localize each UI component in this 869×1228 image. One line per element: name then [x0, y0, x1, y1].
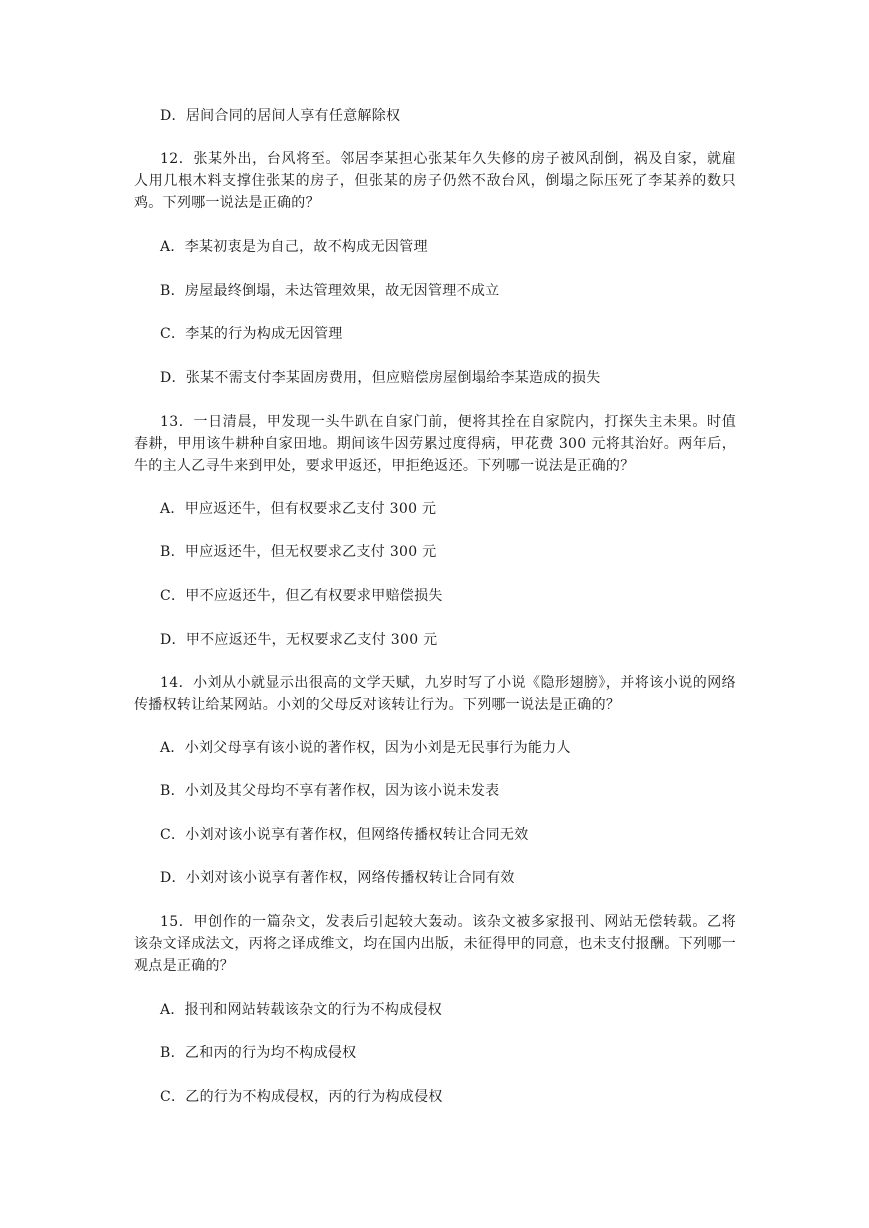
option-12-a: A．李某初衷是为自己，故不构成无因管理 [160, 239, 428, 255]
option-14-d: D．小刘对该小说享有著作权，网络传播权转让合同有效 [160, 870, 515, 886]
question-15: 15．甲创作的一篇杂文，发表后引起较大轰动。该杂文被多家报刊、网站无偿转载。乙将该杂文译成法文，丙将之译成维文，均在国内出版，未征得甲的同意，也未支付报酬。下列哪一观点是正确的？ [134, 914, 736, 974]
option-12-d: D．张某不需支付李某固房费用，但应赔偿房屋倒塌给李某造成的损失 [160, 370, 601, 386]
option-13-d: D．甲不应返还牛，无权要求乙支付 300 元 [160, 632, 438, 648]
option-15-b: B．乙和丙的行为均不构成侵权 [160, 1045, 357, 1061]
question-12: 12．张某外出，台风将至。邻居李某担心张某年久失修的房子被风刮倒，祸及自家，就雇人用几根木料支撑住张某的房子，但张某的房子仍然不敌台风，倒塌之际压死了李某养的数只鸡。下列哪一说法是正确的？ [134, 151, 736, 211]
option-12-b: B．房屋最终倒塌，未达管理效果，故无因管理不成立 [160, 283, 500, 299]
option-15-a: A．报刊和网站转载该杂文的行为不构成侵权 [160, 1002, 443, 1018]
option-15-c: C．乙的行为不构成侵权，丙的行为构成侵权 [160, 1089, 443, 1105]
option-13-c: C．甲不应返还牛，但乙有权要求甲赔偿损失 [160, 588, 443, 604]
question-14: 14．小刘从小就显示出很高的文学天赋，九岁时写了小说《隐形翅膀》，并将该小说的网络传播权转让给某网站。小刘的父母反对该转让行为。下列哪一说法是正确的？ [134, 675, 736, 713]
option-13-a: A．甲应返还牛，但有权要求乙支付 300 元 [160, 501, 437, 517]
option-14-c: C．小刘对该小说享有著作权，但网络传播权转让合同无效 [160, 827, 529, 843]
question-13: 13．一日清晨，甲发现一头牛趴在自家门前，便将其拴在自家院内，打探失主未果。时值春耕，甲用该牛耕种自家田地。期间该牛因劳累过度得病，甲花费 300 元将其治好。两年后，牛的主人乙寻牛来到甲处，要求甲返还，甲拒绝返还。下列哪一说法是正确的？ [134, 414, 736, 474]
option-14-b: B．小刘及其父母均不享有著作权，因为该小说未发表 [160, 783, 500, 799]
option-11-d: D．居间合同的居间人享有任意解除权 [160, 108, 401, 124]
option-13-b: B．甲应返还牛，但无权要求乙支付 300 元 [160, 544, 437, 560]
option-12-c: C．李某的行为构成无因管理 [160, 326, 343, 342]
option-14-a: A．小刘父母享有该小说的著作权，因为小刘是无民事行为能力人 [160, 740, 571, 756]
